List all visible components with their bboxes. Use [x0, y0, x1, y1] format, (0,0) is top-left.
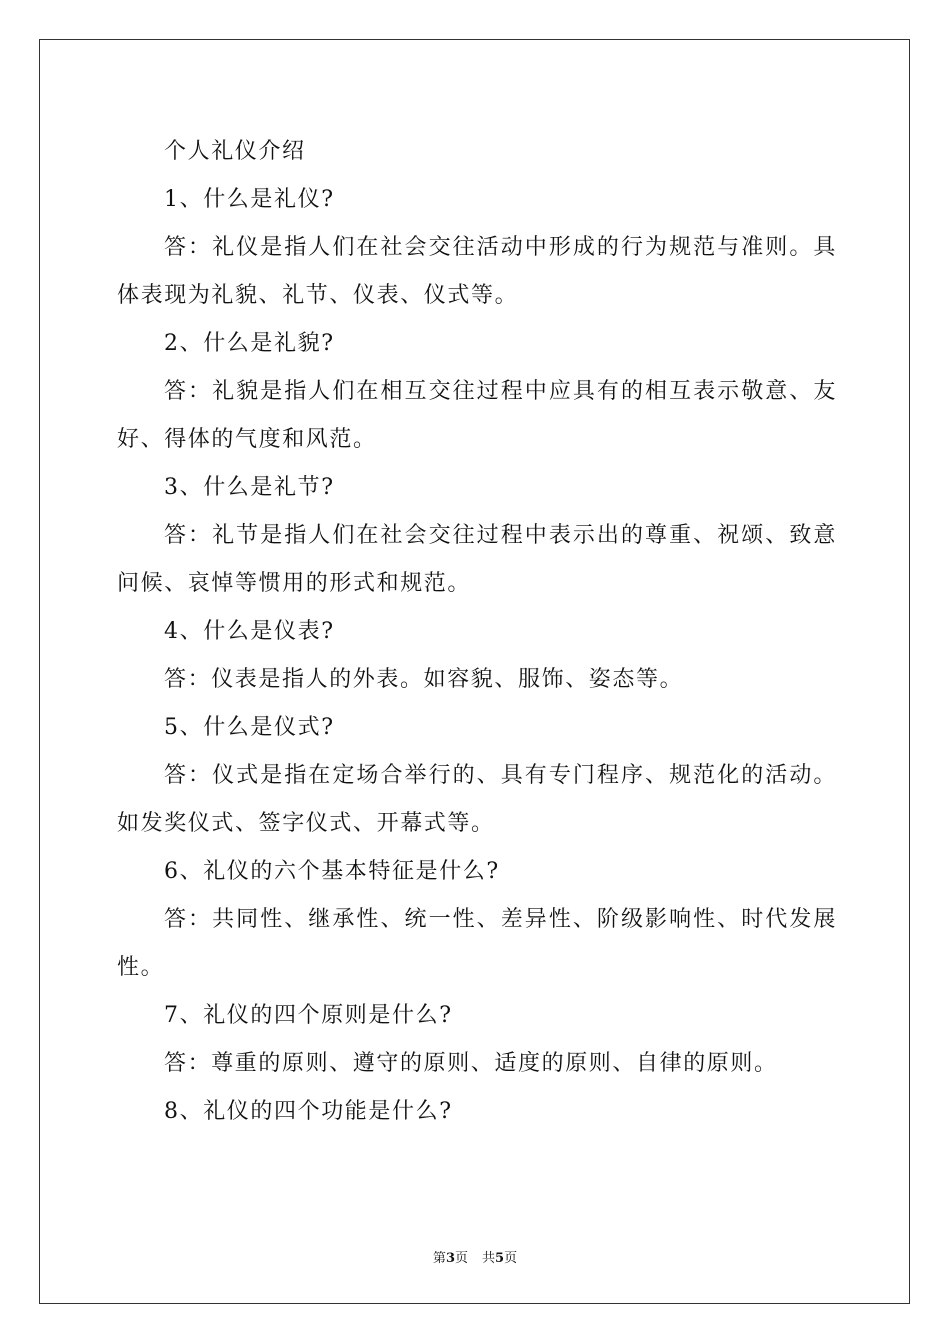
answer-6: 答：共同性、继承性、统一性、差异性、阶级影响性、时代发展性。 [117, 907, 837, 980]
footer-prefix: 第 [432, 1251, 446, 1266]
question-8: 8、礼仪的四个功能是什么? [164, 1099, 453, 1124]
footer-total-pages: 5 [495, 1251, 505, 1266]
footer-page-number: 3 [445, 1251, 455, 1266]
document-body [117, 128, 837, 1136]
footer-total-suffix: 页 [504, 1251, 518, 1266]
page-footer [0, 1247, 950, 1266]
question-3: 3、什么是礼节? [164, 475, 335, 500]
answer-2: 答：礼貌是指人们在相互交往过程中应具有的相互表示敬意、友好、得体的气度和风范。 [117, 379, 837, 452]
footer-total-prefix: 共 [482, 1251, 496, 1266]
answer-7: 答：尊重的原则、遵守的原则、适度的原则、自律的原则。 [164, 1051, 778, 1076]
question-2: 2、什么是礼貌? [164, 331, 335, 356]
answer-4: 答：仪表是指人的外表。如容貌、服饰、姿态等。 [164, 667, 684, 692]
question-7: 7、礼仪的四个原则是什么? [164, 1003, 453, 1028]
question-4: 4、什么是仪表? [164, 619, 335, 644]
answer-1: 答：礼仪是指人们在社会交往活动中形成的行为规范与准则。具体表现为礼貌、礼节、仪表、仪式等。 [117, 235, 837, 308]
question-6: 6、礼仪的六个基本特征是什么? [164, 859, 500, 884]
question-5: 5、什么是仪式? [164, 715, 335, 740]
footer-page-suffix: 页 [454, 1251, 468, 1266]
document-title: 个人礼仪介绍 [164, 139, 306, 164]
answer-5: 答：仪式是指在定场合举行的、具有专门程序、规范化的活动。如发奖仪式、签字仪式、开幕式等。 [117, 763, 837, 836]
question-1: 1、什么是礼仪? [164, 187, 335, 212]
answer-3: 答：礼节是指人们在社会交往过程中表示出的尊重、祝颂、致意问候、哀悼等惯用的形式和规范。 [117, 523, 837, 596]
